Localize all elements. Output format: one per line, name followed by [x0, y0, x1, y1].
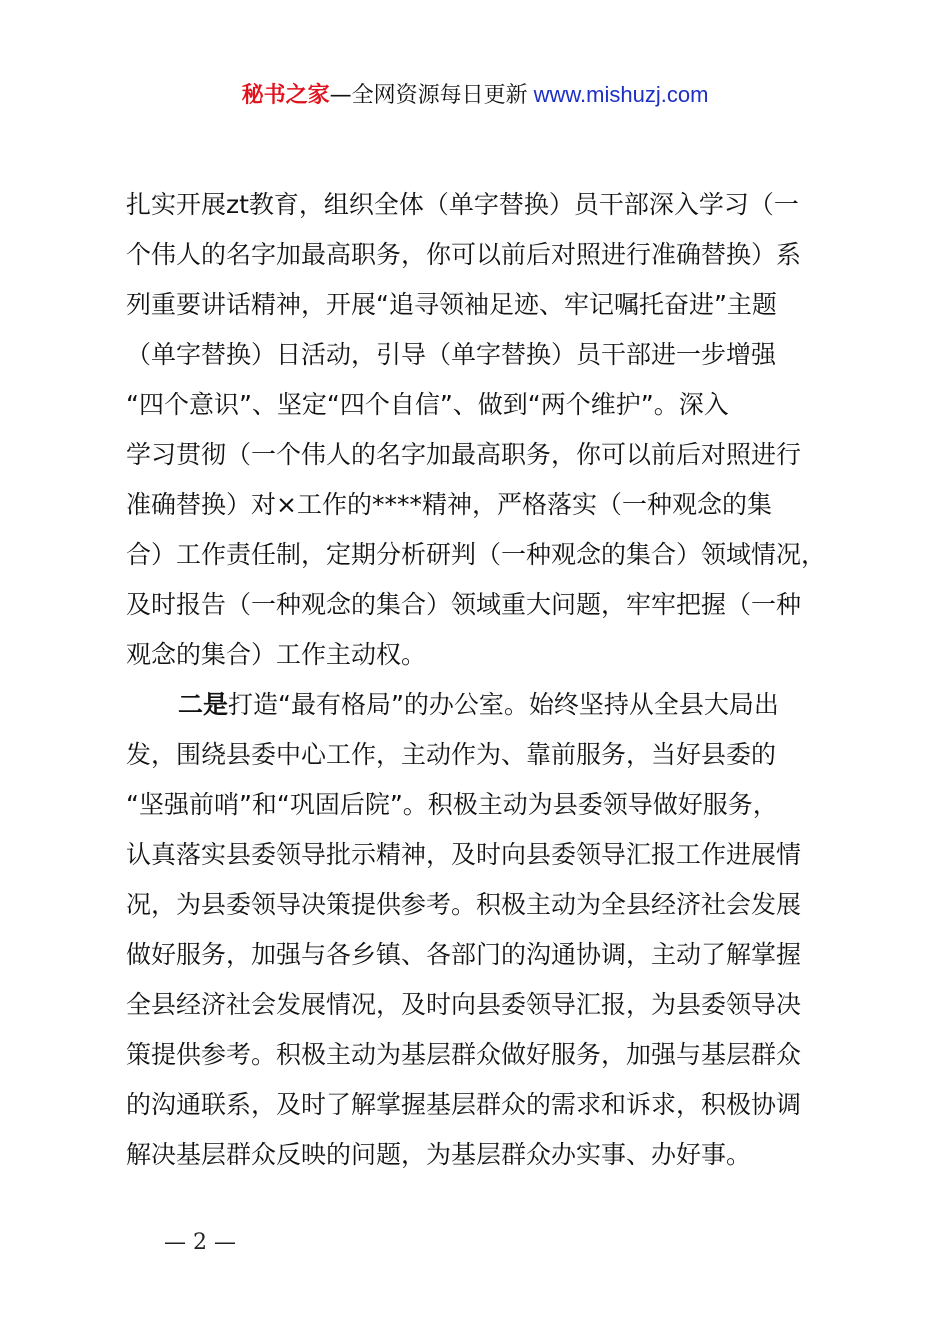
header-url-link[interactable]: www.mishuzj.com [533, 82, 709, 107]
page-header [0, 78, 950, 113]
paragraph-1-line: “四个意识”、坚定“四个自信”、做到“两个维护”。深入 [126, 390, 729, 419]
header-tagline: —全网资源每日更新 [329, 83, 528, 108]
paragraph-1-line: 学习贯彻（一个伟人的名字加最高职务，你可以前后对照进行 [126, 440, 802, 469]
paragraph-2-line: 全县经济社会发展情况，及时向县委领导汇报，为县委领导决 [126, 990, 802, 1019]
paragraph-1-line: 个伟人的名字加最高职务，你可以前后对照进行准确替换）系 [126, 240, 802, 269]
paragraph-2-first-line-text: 打造“最有格局”的办公室。始终坚持从全县大局出 [228, 690, 779, 719]
paragraph-1 [126, 180, 846, 680]
header-brand: 秘书之家 [241, 83, 330, 108]
paragraph-2-line: 做好服务，加强与各乡镇、各部门的沟通协调，主动了解掌握 [126, 940, 802, 969]
paragraph-2-line: 认真落实县委领导批示精神，及时向县委领导汇报工作进展情 [126, 840, 802, 869]
paragraph-2-line: 发，围绕县委中心工作，主动作为、靠前服务，当好县委的 [126, 740, 777, 769]
paragraph-2-first-line [126, 680, 846, 730]
paragraph-2-line: 况，为县委领导决策提供参考。积极主动为全县经济社会发展 [126, 890, 802, 919]
paragraph-1-line: 及时报告（一种观念的集合）领域重大问题，牢牢把握（一种 [126, 590, 802, 619]
document-body [126, 180, 846, 1180]
paragraph-2-line: 的沟通联系，及时了解掌握基层群众的需求和诉求，积极协调 [126, 1090, 802, 1119]
page-number: — 2 — [164, 1230, 236, 1255]
paragraph-2-line: 解决基层群众反映的问题，为基层群众办实事、办好事。 [126, 1140, 752, 1169]
paragraph-1-line: 列重要讲话精神，开展“追寻领袖足迹、牢记嘱托奋进”主题 [126, 290, 777, 319]
paragraph-1-line: 准确替换）对×工作的****精神，严格落实（一种观念的集 [126, 490, 772, 519]
paragraph-1-line: 扎实开展zt教育，组织全体（单字替换）员干部深入学习（一 [126, 190, 799, 219]
paragraph-2-line: 策提供参考。积极主动为基层群众做好服务，加强与基层群众 [126, 1040, 802, 1069]
paragraph-1-line: 合）工作责任制，定期分析研判（一种观念的集合）领域情况， [126, 540, 827, 569]
paragraph-2 [126, 680, 846, 1180]
paragraph-2-line: “坚强前哨”和“巩固后院”。积极主动为县委领导做好服务， [126, 790, 778, 819]
paragraph-2-lead: 二是 [178, 690, 229, 719]
paragraph-1-line: （单字替换）日活动，引导（单字替换）员干部进一步增强 [126, 340, 777, 369]
paragraph-1-line: 观念的集合）工作主动权。 [126, 640, 427, 669]
